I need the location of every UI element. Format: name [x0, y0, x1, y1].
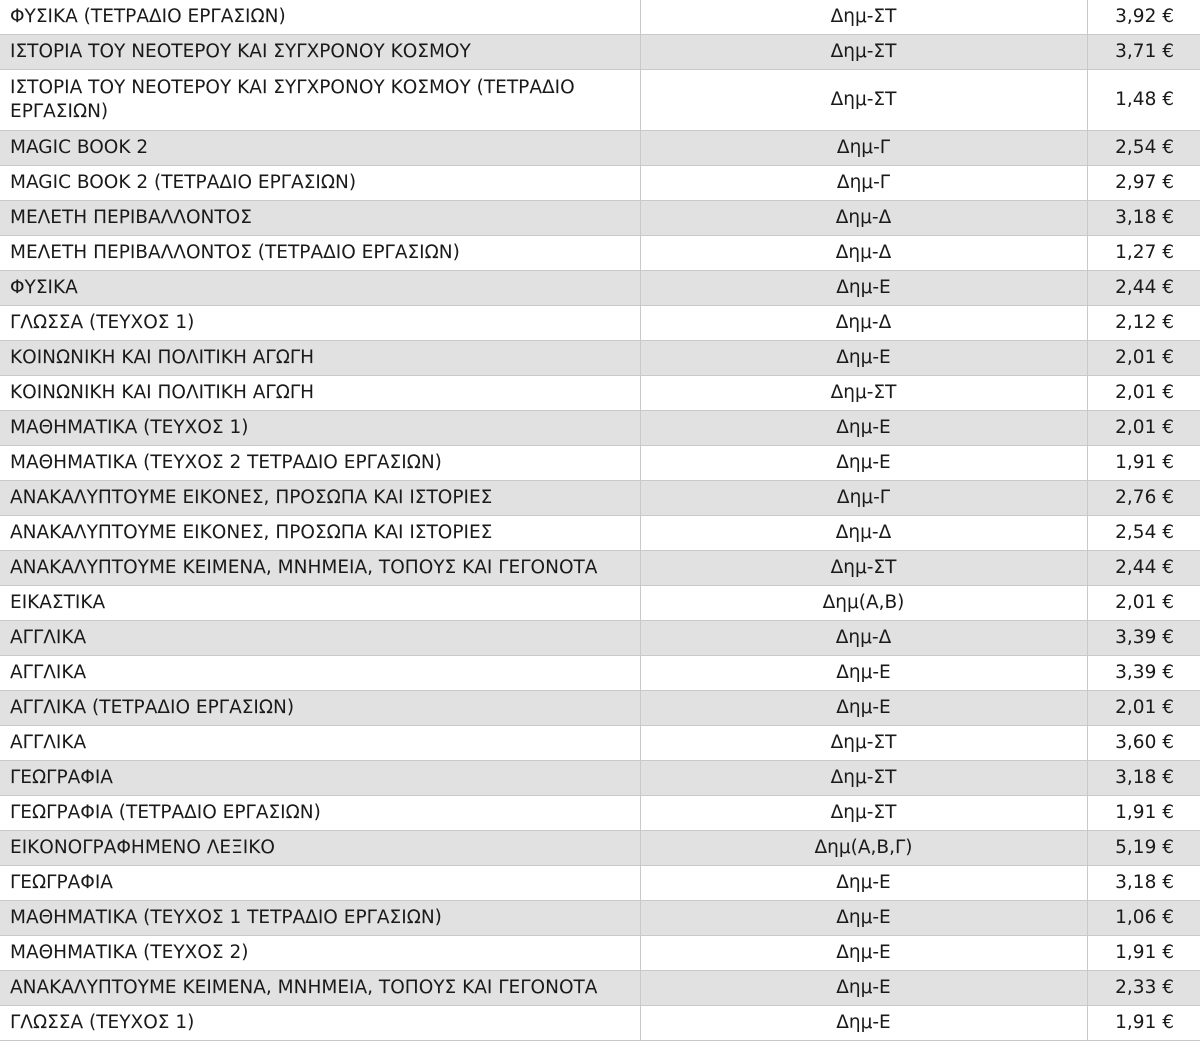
book-title-cell: ΓΛΩΣΣΑ (ΤΕΥΧΟΣ 1) [0, 306, 640, 341]
grade-cell: Δημ-ΣΤ [640, 0, 1087, 35]
table-row [0, 341, 1200, 376]
book-title-cell: ΚΟΙΝΩΝΙΚΗ ΚΑΙ ΠΟΛΙΤΙΚΗ ΑΓΩΓΗ [0, 376, 640, 411]
grade-cell: Δημ-Ε [640, 1006, 1087, 1041]
price-cell: 1,06 € [1087, 901, 1200, 936]
table-row [0, 551, 1200, 586]
price-cell: 1,91 € [1087, 796, 1200, 831]
grade-cell: Δημ-Δ [640, 236, 1087, 271]
book-title-cell: ΑΓΓΛΙΚΑ (ΤΕΤΡΑΔΙΟ ΕΡΓΑΣΙΩΝ) [0, 691, 640, 726]
price-cell: 2,01 € [1087, 411, 1200, 446]
grade-cell: Δημ-Γ [640, 131, 1087, 166]
book-title-cell: ΑΝΑΚΑΛΥΠΤΟΥΜΕ ΚΕΙΜΕΝΑ, ΜΝΗΜΕΙΑ, ΤΟΠΟΥΣ ΚΑΙ ΓΕΓΟΝΟΤΑ [0, 551, 640, 586]
price-cell: 3,92 € [1087, 0, 1200, 35]
price-cell: 2,44 € [1087, 551, 1200, 586]
book-title-cell: ΑΓΓΛΙΚΑ [0, 726, 640, 761]
book-title-cell: ΕΙΚΟΝΟΓΡΑΦΗΜΕΝΟ ΛΕΞΙΚΟ [0, 831, 640, 866]
grade-cell: Δημ-ΣΤ [640, 35, 1087, 70]
grade-cell: Δημ(Α,Β) [640, 586, 1087, 621]
price-cell: 2,54 € [1087, 516, 1200, 551]
table-row [0, 691, 1200, 726]
book-title-cell: ΙΣΤΟΡΙΑ ΤΟΥ ΝΕΟΤΕΡΟΥ ΚΑΙ ΣΥΓΧΡΟΝΟΥ ΚΟΣΜΟΥ [0, 35, 640, 70]
price-cell: 1,48 € [1087, 70, 1200, 131]
book-title-cell: ΜΑΘΗΜΑΤΙΚΑ (ΤΕΥΧΟΣ 2 ΤΕΤΡΑΔΙΟ ΕΡΓΑΣΙΩΝ) [0, 446, 640, 481]
book-title-cell: ΜΑΘΗΜΑΤΙΚΑ (ΤΕΥΧΟΣ 1 ΤΕΤΡΑΔΙΟ ΕΡΓΑΣΙΩΝ) [0, 901, 640, 936]
grade-cell: Δημ-Ε [640, 691, 1087, 726]
price-cell: 2,97 € [1087, 166, 1200, 201]
grade-cell: Δημ-ΣΤ [640, 376, 1087, 411]
price-cell: 3,39 € [1087, 621, 1200, 656]
price-cell: 2,54 € [1087, 131, 1200, 166]
grade-cell: Δημ-Ε [640, 971, 1087, 1006]
grade-cell: Δημ-Ε [640, 901, 1087, 936]
book-title-cell: ΕΙΚΑΣΤΙΚΑ [0, 586, 640, 621]
book-title-cell: ΜΕΛΕΤΗ ΠΕΡΙΒΑΛΛΟΝΤΟΣ (ΤΕΤΡΑΔΙΟ ΕΡΓΑΣΙΩΝ) [0, 236, 640, 271]
grade-cell: Δημ-ΣΤ [640, 796, 1087, 831]
grade-cell: Δημ-Δ [640, 306, 1087, 341]
book-title-cell: ΑΝΑΚΑΛΥΠΤΟΥΜΕ ΕΙΚΟΝΕΣ, ΠΡΟΣΩΠΑ ΚΑΙ ΙΣΤΟΡΙΕΣ [0, 516, 640, 551]
table-row [0, 516, 1200, 551]
table-row [0, 201, 1200, 236]
price-cell: 3,60 € [1087, 726, 1200, 761]
grade-cell: Δημ-Ε [640, 936, 1087, 971]
price-cell: 2,01 € [1087, 691, 1200, 726]
table-row [0, 70, 1200, 131]
price-cell: 5,19 € [1087, 831, 1200, 866]
table-row [0, 411, 1200, 446]
book-title-cell: ΦΥΣΙΚΑ (ΤΕΤΡΑΔΙΟ ΕΡΓΑΣΙΩΝ) [0, 0, 640, 35]
book-title-cell: ΓΕΩΓΡΑΦΙΑ [0, 866, 640, 901]
table-row [0, 0, 1200, 35]
price-cell: 2,01 € [1087, 586, 1200, 621]
book-title-cell: ΑΝΑΚΑΛΥΠΤΟΥΜΕ ΕΙΚΟΝΕΣ, ΠΡΟΣΩΠΑ ΚΑΙ ΙΣΤΟΡΙΕΣ [0, 481, 640, 516]
table-row [0, 446, 1200, 481]
table-row [0, 901, 1200, 936]
book-title-cell: MAGIC BOOK 2 (ΤΕΤΡΑΔΙΟ ΕΡΓΑΣΙΩΝ) [0, 166, 640, 201]
grade-cell: Δημ-Δ [640, 516, 1087, 551]
grade-cell: Δημ-Γ [640, 481, 1087, 516]
table-row [0, 936, 1200, 971]
table-row [0, 621, 1200, 656]
book-title-cell: ΙΣΤΟΡΙΑ ΤΟΥ ΝΕΟΤΕΡΟΥ ΚΑΙ ΣΥΓΧΡΟΝΟΥ ΚΟΣΜΟΥ (ΤΕΤΡΑΔΙΟ ΕΡΓΑΣΙΩΝ) [0, 70, 640, 131]
book-title-cell: ΓΕΩΓΡΑΦΙΑ [0, 761, 640, 796]
book-title-cell: ΑΓΓΛΙΚΑ [0, 656, 640, 691]
price-cell: 1,91 € [1087, 446, 1200, 481]
grade-cell: Δημ-ΣΤ [640, 726, 1087, 761]
table-row [0, 35, 1200, 70]
table-row [0, 761, 1200, 796]
table-row [0, 481, 1200, 516]
price-cell: 2,01 € [1087, 341, 1200, 376]
price-cell: 2,12 € [1087, 306, 1200, 341]
price-cell: 1,27 € [1087, 236, 1200, 271]
book-title-cell: MAGIC BOOK 2 [0, 131, 640, 166]
table-row [0, 831, 1200, 866]
grade-cell: Δημ(Α,Β,Γ) [640, 831, 1087, 866]
grade-cell: Δημ-Δ [640, 201, 1087, 236]
book-title-cell: ΦΥΣΙΚΑ [0, 271, 640, 306]
book-title-cell: ΜΕΛΕΤΗ ΠΕΡΙΒΑΛΛΟΝΤΟΣ [0, 201, 640, 236]
table-row [0, 866, 1200, 901]
table-row [0, 656, 1200, 691]
grade-cell: Δημ-ΣΤ [640, 761, 1087, 796]
grade-cell: Δημ-Ε [640, 446, 1087, 481]
table-row [0, 796, 1200, 831]
table-row [0, 236, 1200, 271]
price-cell: 1,91 € [1087, 936, 1200, 971]
table-row [0, 586, 1200, 621]
book-title-cell: ΚΟΙΝΩΝΙΚΗ ΚΑΙ ΠΟΛΙΤΙΚΗ ΑΓΩΓΗ [0, 341, 640, 376]
price-cell: 2,01 € [1087, 376, 1200, 411]
price-cell: 2,44 € [1087, 271, 1200, 306]
book-title-cell: ΑΝΑΚΑΛΥΠΤΟΥΜΕ ΚΕΙΜΕΝΑ, ΜΝΗΜΕΙΑ, ΤΟΠΟΥΣ ΚΑΙ ΓΕΓΟΝΟΤΑ [0, 971, 640, 1006]
grade-cell: Δημ-Ε [640, 341, 1087, 376]
price-cell: 3,39 € [1087, 656, 1200, 691]
price-cell: 3,71 € [1087, 35, 1200, 70]
price-cell: 3,18 € [1087, 866, 1200, 901]
table-row [0, 131, 1200, 166]
table-row [0, 271, 1200, 306]
grade-cell: Δημ-Γ [640, 166, 1087, 201]
price-cell: 1,91 € [1087, 1006, 1200, 1041]
table-row [0, 726, 1200, 761]
price-cell: 3,18 € [1087, 201, 1200, 236]
book-title-cell: ΓΛΩΣΣΑ (ΤΕΥΧΟΣ 1) [0, 1006, 640, 1041]
table-row [0, 971, 1200, 1006]
grade-cell: Δημ-Ε [640, 866, 1087, 901]
grade-cell: Δημ-ΣΤ [640, 551, 1087, 586]
grade-cell: Δημ-Ε [640, 271, 1087, 306]
price-cell: 3,18 € [1087, 761, 1200, 796]
book-title-cell: ΑΓΓΛΙΚΑ [0, 621, 640, 656]
book-title-cell: ΜΑΘΗΜΑΤΙΚΑ (ΤΕΥΧΟΣ 1) [0, 411, 640, 446]
grade-cell: Δημ-ΣΤ [640, 70, 1087, 131]
table-row [0, 1006, 1200, 1041]
grade-cell: Δημ-Ε [640, 656, 1087, 691]
book-title-cell: ΜΑΘΗΜΑΤΙΚΑ (ΤΕΥΧΟΣ 2) [0, 936, 640, 971]
table-row [0, 166, 1200, 201]
table-row [0, 376, 1200, 411]
price-cell: 2,76 € [1087, 481, 1200, 516]
table-row [0, 306, 1200, 341]
price-cell: 2,33 € [1087, 971, 1200, 1006]
book-title-cell: ΓΕΩΓΡΑΦΙΑ (ΤΕΤΡΑΔΙΟ ΕΡΓΑΣΙΩΝ) [0, 796, 640, 831]
grade-cell: Δημ-Ε [640, 411, 1087, 446]
grade-cell: Δημ-Δ [640, 621, 1087, 656]
